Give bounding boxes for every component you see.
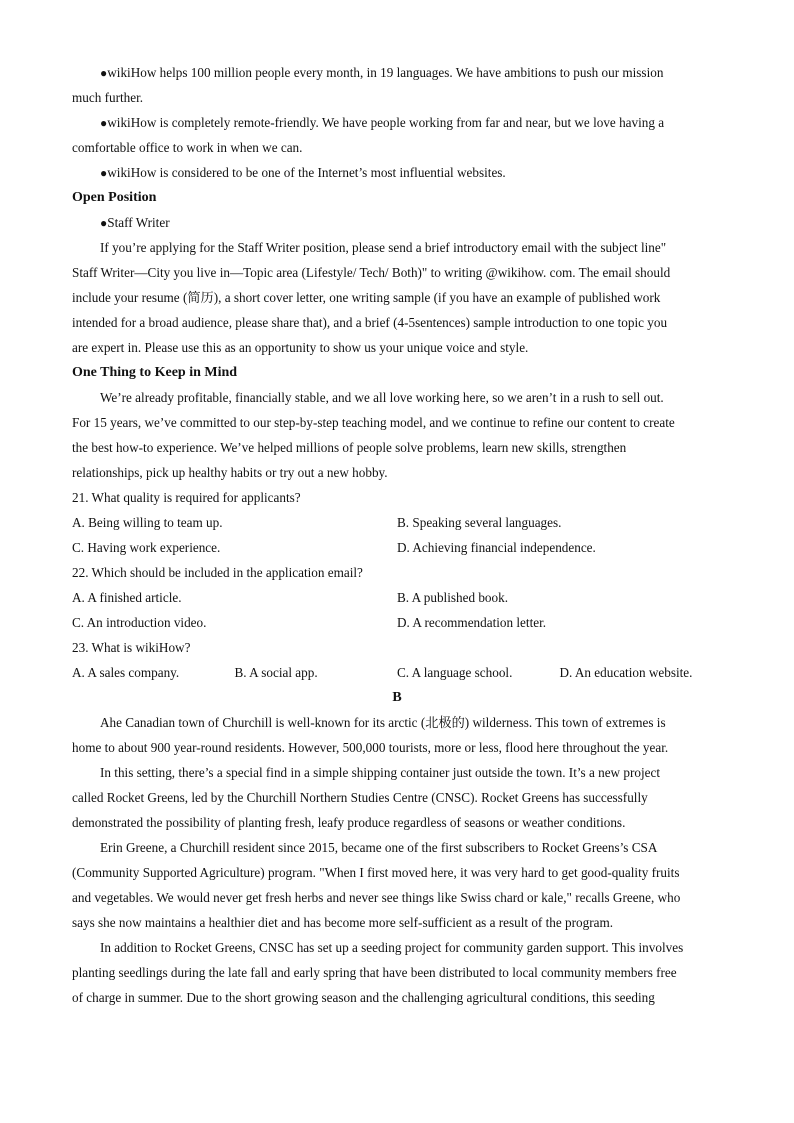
- paragraph-line: are expert in. Please use this as an opportunity to show us your unique voice and style.: [72, 340, 529, 355]
- document-page: [72, 60, 722, 1010]
- options-row: [72, 610, 722, 635]
- options-row: [72, 660, 722, 685]
- bullet-text: wikiHow is completely remote-friendly. We have people working from far and near, but we love having a: [107, 115, 665, 130]
- bullet-icon: ●: [100, 66, 108, 80]
- question-stem: 22. Which should be included in the application email?: [72, 565, 363, 580]
- bullet-text: wikiHow is considered to be one of the Internet’s most influential websites.: [107, 165, 506, 180]
- answer-option: B. A social app.: [234, 665, 318, 680]
- paragraph-line: called Rocket Greens, led by the Churchill Northern Studies Centre (CNSC). Rocket Greens has successfully: [72, 790, 648, 805]
- paragraph-line: planting seedlings during the late fall and early spring that have been distributed to local community members free: [72, 965, 677, 980]
- bullet-icon: ●: [100, 166, 108, 180]
- options-row: [72, 585, 722, 610]
- options-row: [72, 535, 722, 560]
- answer-option: A. A sales company.: [72, 665, 180, 680]
- answer-option: D. Achieving financial independence.: [397, 540, 596, 555]
- paragraph-line: of charge in summer. Due to the short growing season and the challenging agricultural conditions, this seeding: [72, 990, 655, 1005]
- bullet-text: much further.: [72, 90, 144, 105]
- bullet-line: [72, 160, 722, 185]
- options-row: [72, 510, 722, 535]
- position-item: [72, 210, 722, 235]
- paragraph-line: the best how-to experience. We’ve helped millions of people solve problems, learn new skills, strengthen: [72, 440, 627, 455]
- section-label-b: B: [392, 690, 402, 705]
- answer-option: B. A published book.: [397, 590, 509, 605]
- question-stem: 21. What quality is required for applicants?: [72, 490, 301, 505]
- answer-option: C. An introduction video.: [72, 615, 207, 630]
- bullet-text: comfortable office to work in when we can.: [72, 140, 303, 155]
- paragraph-line: Staff Writer—City you live in—Topic area (Lifestyle/ Tech/ Both)" to writing @wikihow. com. The email should: [72, 265, 671, 280]
- bullet-line: [72, 60, 722, 85]
- paragraph-line: says she now maintains a healthier diet and has become more self-sufficient as a result of the program.: [72, 915, 614, 930]
- paragraph-line: (Community Supported Agriculture) program. "When I first moved here, it was very hard to get good-quality fruits: [72, 865, 680, 880]
- answer-option: A. Being willing to team up.: [72, 515, 223, 530]
- answer-option: C. A language school.: [397, 665, 513, 680]
- paragraph-line: In addition to Rocket Greens, CNSC has set up a seeding project for community garden support. This involves: [100, 940, 684, 955]
- paragraph-line: intended for a broad audience, please share that), and a brief (4-5sentences) sample introduction to one topic you: [72, 315, 668, 330]
- bullet-text: wikiHow helps 100 million people every month, in 19 languages. We have ambitions to push our mission: [107, 65, 664, 80]
- paragraph-line: For 15 years, we’ve committed to our step-by-step teaching model, and we continue to refine our content to create: [72, 415, 675, 430]
- bullet-line: [72, 110, 722, 135]
- bullet-icon: ●: [100, 116, 108, 130]
- answer-option: D. An education website.: [559, 665, 693, 680]
- section-heading-keep-in-mind: One Thing to Keep in Mind: [72, 365, 238, 380]
- paragraph-line: home to about 900 year-round residents. However, 500,000 tourists, more or less, flood here throughout the year.: [72, 740, 669, 755]
- answer-option: B. Speaking several languages.: [397, 515, 562, 530]
- bullet-icon: ●: [100, 216, 108, 230]
- section-heading-open-position: Open Position: [72, 190, 157, 205]
- answer-option: D. A recommendation letter.: [397, 615, 547, 630]
- paragraph-line: relationships, pick up healthy habits or try out a new hobby.: [72, 465, 388, 480]
- paragraph-line: In this setting, there’s a special find in a simple shipping container just outside the town. It’s a new project: [100, 765, 660, 780]
- bullet-line: [72, 135, 722, 160]
- paragraph-line: and vegetables. We would never get fresh herbs and never see things like Swiss chard or kale," recalls Greene, who: [72, 890, 681, 905]
- answer-option: C. Having work experience.: [72, 540, 221, 555]
- question-stem: 23. What is wikiHow?: [72, 640, 191, 655]
- paragraph-line: If you’re applying for the Staff Writer position, please send a brief introductory email with the subject line": [100, 240, 667, 255]
- paragraph-line: Erin Greene, a Churchill resident since 2015, became one of the first subscribers to Rocket Greens’s CSA: [100, 840, 658, 855]
- paragraph-line: include your resume (简历), a short cover letter, one writing sample (if you have an example of published work: [72, 290, 661, 305]
- answer-option: A. A finished article.: [72, 590, 182, 605]
- bullet-line: [72, 85, 722, 110]
- paragraph-line: Ahe Canadian town of Churchill is well-known for its arctic (北极的) wilderness. This town of extremes is: [100, 715, 666, 730]
- paragraph-line: demonstrated the possibility of planting fresh, leafy produce regardless of seasons or weather conditions.: [72, 815, 626, 830]
- paragraph-line: We’re already profitable, financially stable, and we all love working here, so we aren’t in a rush to sell out.: [100, 390, 664, 405]
- position-name: Staff Writer: [107, 215, 170, 230]
